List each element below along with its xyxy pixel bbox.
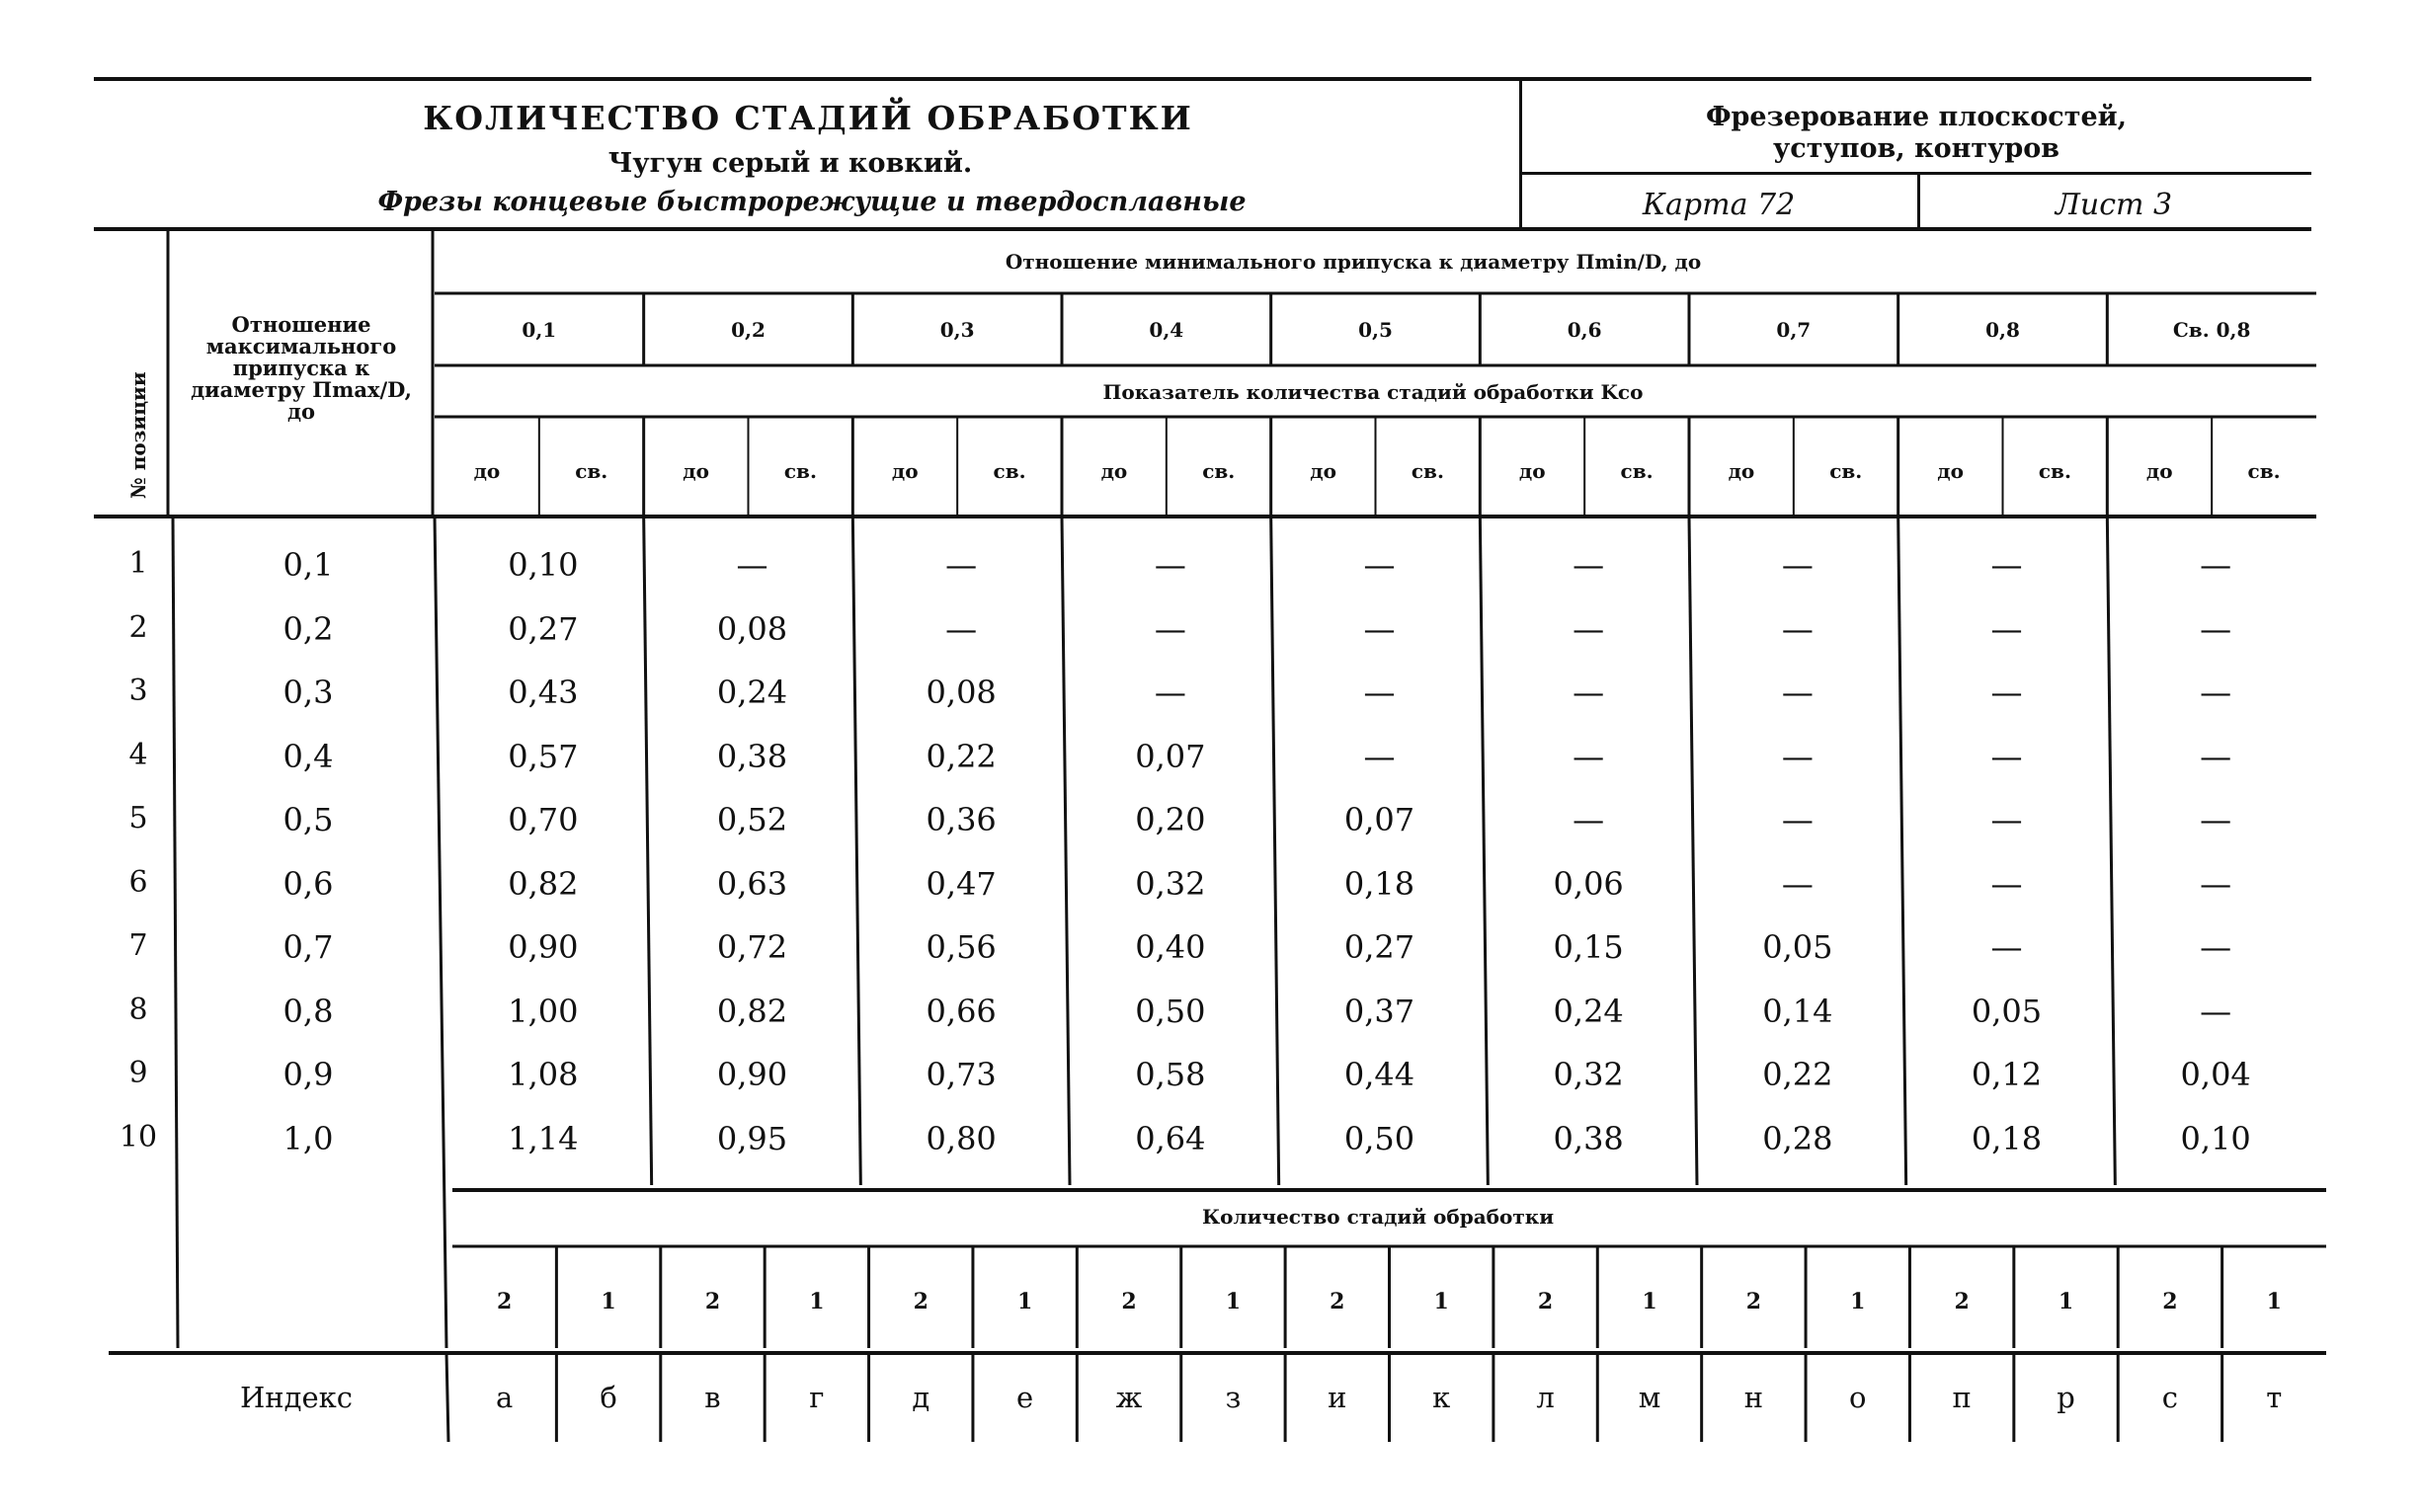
row-value: — (2200, 928, 2232, 966)
row-value: 0,28 (1762, 1119, 1833, 1157)
row-value: 0,27 (508, 609, 579, 648)
index-label: Индекс (239, 1381, 354, 1414)
row-value: 0,05 (1762, 928, 1833, 966)
row-value: 0,06 (1553, 864, 1624, 903)
row-value: — (1154, 674, 1186, 711)
row-value: — (1363, 546, 1396, 584)
row-max-ratio: 0,1 (283, 546, 334, 584)
row-value: — (1990, 609, 2023, 648)
row-position: 1 (128, 546, 148, 581)
row-max-ratio: 1,0 (283, 1119, 334, 1157)
row-value: 0,63 (716, 864, 788, 903)
stage-count: 1 (1433, 1289, 1449, 1314)
row-value: 1,08 (508, 1056, 579, 1093)
stage-count: 2 (913, 1289, 928, 1314)
row-value: 0,27 (1343, 928, 1415, 966)
body-group-line (1480, 517, 1488, 1185)
row-value: — (1573, 546, 1605, 584)
index-letter: н (1743, 1381, 1764, 1414)
row-value: 0,72 (716, 928, 788, 966)
index-letter: с (2161, 1381, 2179, 1414)
index-letter: о (1849, 1381, 1867, 1414)
row-value: — (1781, 737, 1814, 775)
row-value: — (1573, 609, 1605, 648)
sub-sv-label: св. (1620, 459, 1654, 483)
sub-sv-label: св. (2038, 459, 2071, 483)
row-value: — (2200, 737, 2232, 775)
row-value: — (1781, 864, 1814, 903)
row-value: 0,20 (1135, 801, 1206, 838)
row-value: 1,14 (508, 1119, 579, 1157)
row-position: 2 (128, 609, 148, 645)
row-value: 0,04 (2180, 1056, 2251, 1093)
row-value: — (1363, 737, 1396, 775)
card-number: Карта 72 (1642, 188, 1796, 222)
row-value: 0,32 (1135, 864, 1206, 903)
row-value: 0,32 (1553, 1056, 1624, 1093)
row-value: 0,07 (1135, 737, 1206, 775)
row-value: 0,57 (508, 737, 579, 775)
ratio-col-line (435, 517, 446, 1348)
row-value: 0,90 (508, 928, 579, 966)
row-value: — (1781, 674, 1814, 711)
row-position: 10 (119, 1119, 158, 1154)
ratio-min-value: 0,6 (1567, 318, 1602, 342)
row-value: — (2200, 801, 2232, 838)
index-letter: т (2266, 1381, 2283, 1414)
row-value: 0,58 (1135, 1056, 1206, 1093)
stages-header: Количество стадий обработки (1201, 1205, 1555, 1229)
sub-sv-label: св. (993, 459, 1026, 483)
body-group-line (852, 517, 860, 1185)
row-value: — (1573, 674, 1605, 711)
index-letter: д (912, 1381, 930, 1414)
sub-do-label: до (473, 459, 501, 483)
stage-count: 1 (1016, 1289, 1033, 1314)
sub-sv-label: св. (783, 459, 817, 483)
row-value: 0,38 (716, 737, 788, 775)
row-value: 0,50 (1343, 1119, 1415, 1157)
row-value: 0,08 (716, 609, 788, 648)
row-value: — (945, 546, 978, 584)
row-value: 0,95 (716, 1119, 788, 1157)
row-max-ratio: 0,5 (283, 801, 334, 838)
row-value: 0,36 (926, 801, 997, 838)
row-position: 5 (128, 801, 148, 836)
sub-sv-label: св. (1411, 459, 1444, 483)
sub-sv-label: св. (575, 459, 608, 483)
ratio-min-value: 0,3 (939, 318, 975, 342)
stage-count: 2 (1954, 1289, 1970, 1314)
sub-do-label: до (1310, 459, 1336, 483)
row-value: 0,22 (926, 737, 997, 775)
stage-count: 1 (2266, 1289, 2282, 1314)
row-value: 0,37 (1343, 992, 1415, 1030)
row-value: 0,38 (1553, 1119, 1624, 1157)
row-value: — (1154, 609, 1186, 648)
row-value: 0,24 (716, 674, 788, 711)
index-letter: п (1952, 1381, 1972, 1414)
index-letter: и (1328, 1381, 1347, 1414)
row-position: 6 (128, 864, 148, 900)
stage-count: 1 (1225, 1289, 1242, 1314)
row-value: 0,82 (508, 864, 579, 903)
ratio-min-value: 0,2 (731, 318, 766, 342)
row-value: 1,00 (508, 992, 579, 1030)
stage-count: 2 (497, 1289, 513, 1314)
row-value: — (1363, 674, 1396, 711)
row-max-ratio: 0,2 (283, 609, 334, 648)
row-value: — (1990, 737, 2023, 775)
sub-sv-label: св. (2247, 459, 2281, 483)
row-value: — (1573, 801, 1605, 838)
index-letter: б (600, 1381, 617, 1414)
row-max-ratio: 0,3 (283, 674, 334, 711)
kc-header: Показатель количества стадий обработки Kсо (1102, 380, 1644, 404)
row-max-ratio: 0,8 (283, 992, 334, 1030)
row-value: — (1781, 546, 1814, 584)
row-value: 0,14 (1762, 992, 1833, 1030)
row-position: 9 (128, 1056, 148, 1090)
sub-do-label: до (1100, 459, 1128, 483)
ratio-min-value: Св. 0,8 (2172, 318, 2251, 342)
sub-do-label: до (891, 459, 919, 483)
body-group-line (1898, 517, 1906, 1185)
stage-count: 2 (704, 1289, 721, 1314)
index-letter: к (1432, 1381, 1451, 1414)
index-letter: ж (1115, 1381, 1143, 1414)
row-value: 0,44 (1343, 1056, 1415, 1093)
index-col-line (446, 1353, 448, 1442)
index-letter: а (496, 1381, 514, 1414)
row-value: 0,22 (1762, 1056, 1833, 1093)
row-value: — (2200, 864, 2232, 903)
stage-count: 1 (1642, 1289, 1657, 1314)
row-position: 7 (128, 928, 148, 963)
sub-do-label: до (1937, 459, 1964, 483)
row-value: 0,24 (1553, 992, 1624, 1030)
body-group-line (644, 517, 652, 1185)
stage-count: 1 (2058, 1289, 2074, 1314)
row-max-ratio: 0,4 (283, 737, 334, 775)
stage-count: 1 (1850, 1289, 1866, 1314)
row-value: — (945, 609, 978, 648)
index-letter: е (1016, 1381, 1034, 1414)
row-value: — (2200, 546, 2232, 584)
sub-do-label: до (1518, 459, 1546, 483)
max-ratio-text: Отношение максимального припуска к диаметру Пmax/D, до (191, 312, 412, 424)
sub-do-label: до (2145, 459, 2173, 483)
sub-do-label: до (683, 459, 709, 483)
row-value: 0,64 (1135, 1119, 1206, 1157)
position-column-header: № позиции (126, 371, 150, 499)
row-value: — (1990, 864, 2023, 903)
stage-count: 2 (1121, 1289, 1137, 1314)
material-subtitle: Чугун серый и ковкий. (607, 148, 973, 179)
stage-count: 1 (601, 1289, 616, 1314)
row-value: — (1154, 546, 1186, 584)
row-value: — (2200, 992, 2232, 1030)
ratio-min-value: 0,8 (1985, 318, 2020, 342)
sub-do-label: до (1728, 459, 1755, 483)
row-value: — (1363, 609, 1396, 648)
body-group-line (1062, 517, 1070, 1185)
row-value: — (2200, 609, 2232, 648)
ratio-min-value: 0,4 (1149, 318, 1184, 342)
row-value: 0,10 (2180, 1119, 2251, 1157)
stage-count: 2 (1330, 1289, 1345, 1314)
row-position: 4 (128, 737, 148, 772)
row-value: 0,07 (1343, 801, 1415, 838)
row-value: — (2200, 674, 2232, 711)
max-ratio-header (188, 314, 415, 423)
min-ratio-header: Отношение минимального припуска к диаметру Пmin/D, до (1005, 250, 1702, 274)
row-value: 0,66 (926, 992, 997, 1030)
index-letter: з (1225, 1381, 1242, 1414)
row-value: 0,52 (716, 801, 788, 838)
index-letter: в (704, 1381, 721, 1414)
row-value: 0,18 (1971, 1119, 2043, 1157)
row-value: 0,40 (1135, 928, 1206, 966)
pos-col-line (173, 517, 178, 1348)
row-position: 3 (128, 674, 148, 708)
row-value: 0,73 (926, 1056, 997, 1093)
row-value: — (1990, 674, 2023, 711)
sub-sv-label: св. (1202, 459, 1236, 483)
ratio-min-value: 0,1 (522, 318, 557, 342)
row-value: 0,12 (1971, 1056, 2043, 1093)
row-value: 0,90 (716, 1056, 788, 1093)
row-value: 0,80 (926, 1119, 997, 1157)
row-value: 0,50 (1135, 992, 1206, 1030)
row-value: — (1781, 609, 1814, 648)
document-title: КОЛИЧЕСТВО СТАДИЙ ОБРАБОТКИ (423, 99, 1193, 137)
ratio-min-value: 0,5 (1358, 318, 1393, 342)
row-max-ratio: 0,6 (283, 864, 334, 903)
row-value: 0,43 (508, 674, 579, 711)
row-value: — (1990, 546, 2023, 584)
sub-sv-label: св. (1829, 459, 1863, 483)
row-value: 0,56 (926, 928, 997, 966)
body-group-line (1271, 517, 1279, 1185)
row-position: 8 (128, 992, 148, 1027)
row-value: — (1990, 928, 2023, 966)
row-value: — (1781, 801, 1814, 838)
operation-text: Фрезерование плоскостей, уступов, контуров (1705, 102, 2128, 164)
stage-count: 2 (2162, 1289, 2178, 1314)
row-value: 0,05 (1971, 992, 2043, 1030)
body-group-line (2107, 517, 2115, 1185)
row-max-ratio: 0,9 (283, 1056, 334, 1093)
row-value: 0,08 (926, 674, 997, 711)
row-value: 0,82 (716, 992, 788, 1030)
ratio-min-value: 0,7 (1776, 318, 1812, 342)
row-value: — (1573, 737, 1605, 775)
index-letter: г (809, 1381, 825, 1414)
index-letter: р (2057, 1381, 2075, 1414)
index-letter: м (1638, 1381, 1661, 1414)
row-value: — (736, 546, 768, 584)
sheet-number: Лист 3 (2055, 188, 2173, 222)
row-value: 0,70 (508, 801, 579, 838)
stage-count: 2 (1537, 1289, 1554, 1314)
row-value: 0,18 (1343, 864, 1415, 903)
row-value: 0,15 (1553, 928, 1624, 966)
stage-count: 1 (809, 1289, 825, 1314)
index-letter: л (1536, 1381, 1555, 1414)
row-value: — (1990, 801, 2023, 838)
row-value: 0,10 (508, 546, 579, 584)
row-value: 0,47 (926, 864, 997, 903)
tools-subtitle: Фрезы концевые быстрорежущие и твердосплавные (377, 187, 1247, 217)
body-group-line (1689, 517, 1697, 1185)
row-max-ratio: 0,7 (283, 928, 334, 966)
stage-count: 2 (1745, 1289, 1762, 1314)
